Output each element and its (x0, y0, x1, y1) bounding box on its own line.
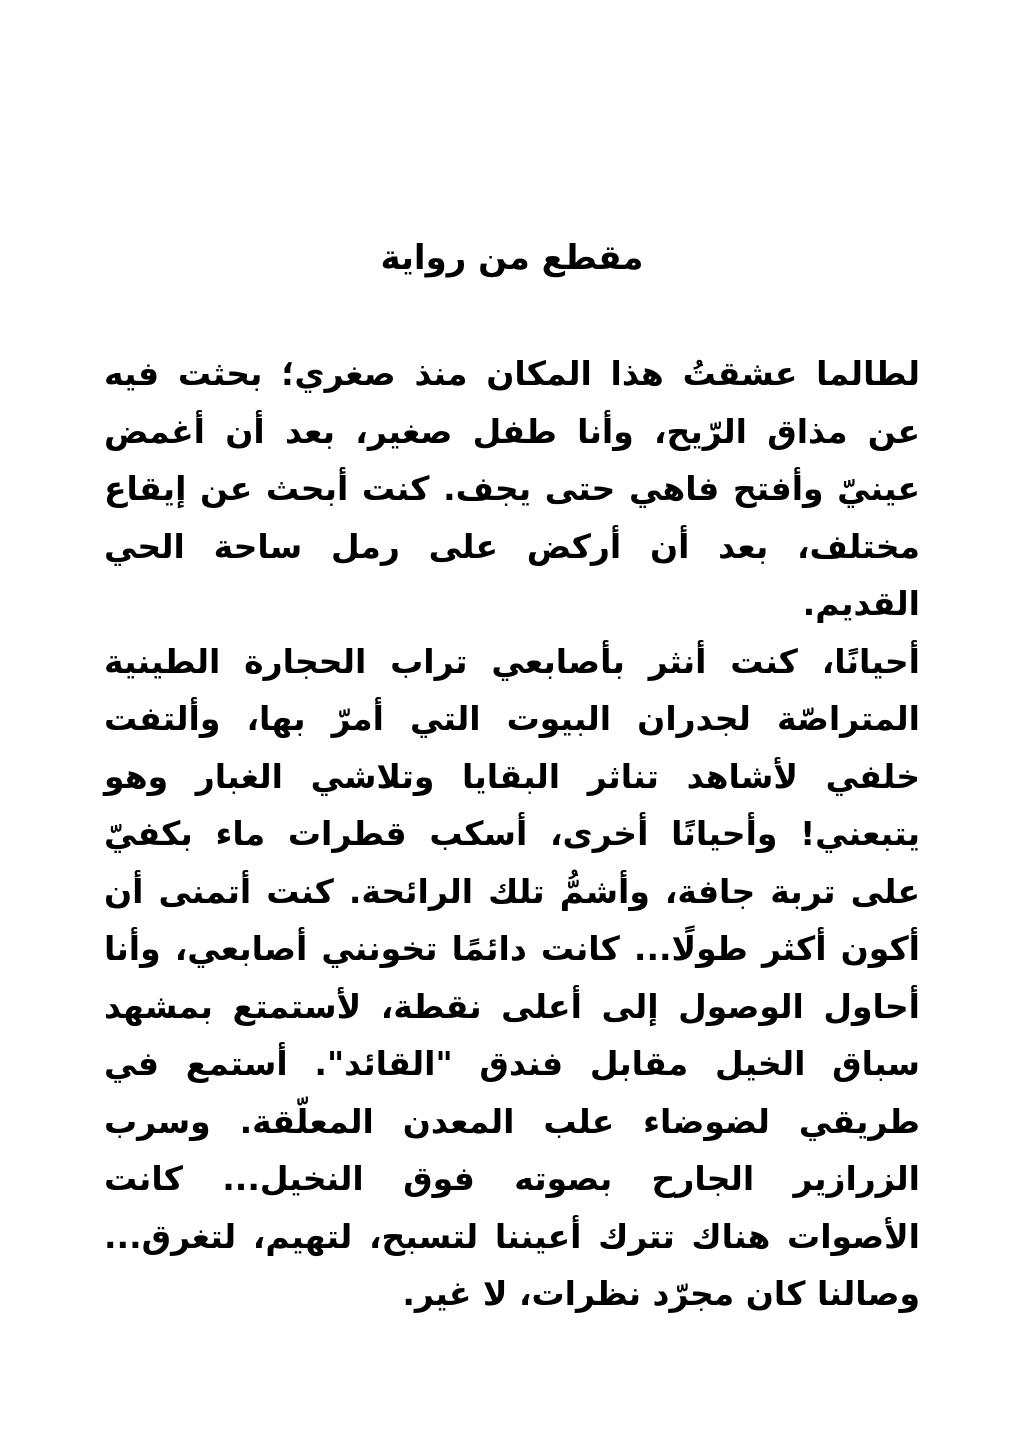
body-text (104, 345, 920, 1323)
paragraph-2: أحيانًا، كنت أنثر بأصابعي تراب الحجارة الطينية المتراصّة لجدران البيوت التي أمرّ بها، وألتفت خلفي لأشاهد تناثر البقايا وتلاشي الغبار وهو يتبعني! وأحيانًا أخرى، أسكب قطرات ماء بكفيّ على تربة جافة، وأشمُّ تلك الرائحة. كنت أتمنى أن أكون أكثر طولًا... كانت دائمًا تخونني أصابعي، وأنا أحاول الوصول إلى أعلى نقطة، لأستمتع بمشهد سباق الخيل مقابل فندق "القائد". أستمع في طريقي لضوضاء علب المعدن المعلّقة. وسرب الزرازير الجارح بصوته فوق النخيل... كانت الأصوات هناك تترك أعيننا لتسبح، لتهيم، لتغرق... وصالنا كان مجرّد نظرات، لا غير. (104, 641, 920, 1313)
paragraph-1: لطالما عشقتُ هذا المكان منذ صغري؛ بحثت فيه عن مذاق الرّيح، وأنا طفل صغير، بعد أن أغمض عينيّ وأفتح فاهي حتى يجف. كنت أبحث عن إيقاع مختلف، بعد أن أركض على رمل ساحة الحي القديم. (104, 354, 920, 623)
page-title: مقطع من رواية (380, 238, 644, 278)
